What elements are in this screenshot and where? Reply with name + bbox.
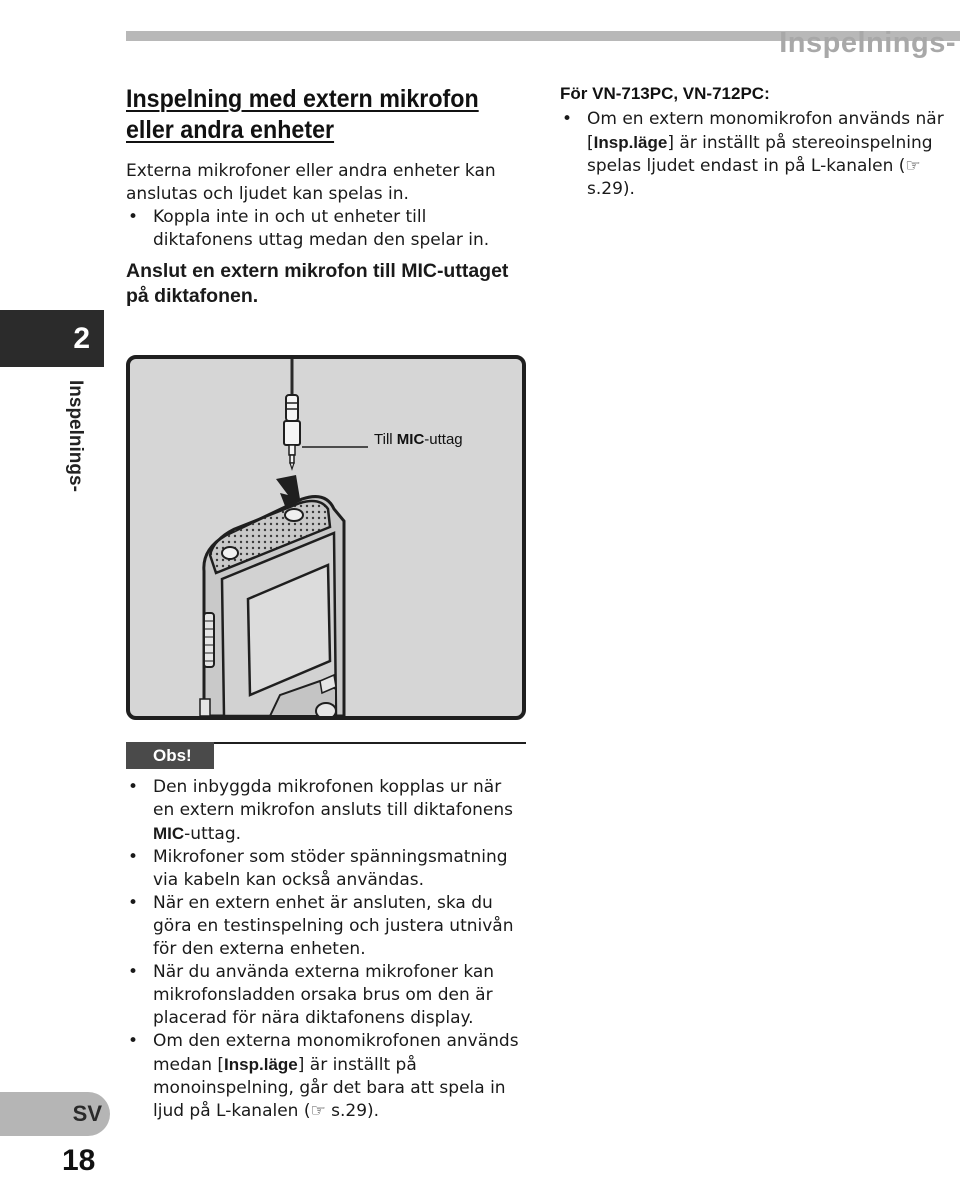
section-title <box>126 84 498 146</box>
list-item: • Mikrofoner som stöder spänningsmatning via kabeln kan också användas. <box>126 846 526 892</box>
callout-label <box>374 431 463 448</box>
obs-list <box>126 776 526 1123</box>
callout-text-bold: MIC <box>396 431 425 448</box>
recorder-drawing <box>130 359 522 716</box>
illustration-recorder-mic <box>126 355 526 720</box>
model-note-heading: För VN-713PC, VN-712PC: <box>560 84 770 103</box>
obs-item-1-post: -uttag. <box>184 824 242 844</box>
note-text-pre: Om en extern monomikrofon används när [ <box>587 109 944 153</box>
model-note-body <box>560 108 952 201</box>
section-title-line-1: Inspelning med extern mikrofon <box>126 85 479 113</box>
intro-bullets <box>126 206 526 252</box>
callout-text-pre: Till <box>374 431 397 448</box>
callout-text-post: -uttag <box>424 431 463 448</box>
note-text-bold: Insp.läge <box>593 133 668 152</box>
obs-item-5-pre: Om den externa monomikrofonen används medan [ <box>153 1031 519 1075</box>
list-item <box>126 1030 526 1123</box>
chapter-number: 2 <box>73 321 90 355</box>
obs-item-1-bold: MIC <box>153 824 185 843</box>
chapter-tab <box>0 310 104 367</box>
voice-recorder-device <box>200 497 344 716</box>
list-item <box>560 108 952 201</box>
intro-text: Externa mikrofoner eller andra enheter kan anslutas och ljudet kan spelas in. <box>126 161 496 204</box>
list-item: • När en extern enhet är ansluten, ska du göra en testinspelning och justera utnivån för den externa enheten. <box>126 892 526 961</box>
model-note-bullets <box>560 108 952 201</box>
section-title-line-2: eller andra enheter <box>126 116 335 144</box>
obs-item-5-bold: Insp.läge <box>224 1055 298 1074</box>
header-bar <box>126 27 960 59</box>
mic-plug-icon <box>284 395 300 469</box>
step-instruction: Anslut en extern mikrofon till MIC-uttaget på diktafonen. <box>126 260 509 307</box>
note-text-post: ] är inställt på stereoinspelning spelas ljudet endast in på L-kanalen (☞ s.29). <box>587 133 933 199</box>
chapter-label: Inspelnings- <box>65 380 86 492</box>
header-title: Inspelnings- <box>779 27 956 59</box>
list-item: • När du använda externa mikrofoner kan mikrofonsladden orsaka brus om den är placerad för nära diktafonens display. <box>126 961 526 1030</box>
obs-bullets <box>126 776 526 1123</box>
obs-item-5-post: ] är inställt på monoinspelning, går det bara att spela in ljud på L-kanalen (☞ s.29). <box>153 1055 506 1121</box>
list-item <box>126 776 526 846</box>
obs-badge: Obs! <box>126 742 214 769</box>
intro-block <box>126 160 526 252</box>
list-item: • Koppla inte in och ut enheter till diktafonens uttag medan den spelar in. <box>126 206 526 252</box>
language-badge: SV <box>0 1092 110 1136</box>
page-number: 18 <box>62 1144 96 1177</box>
obs-item-1-pre: Den inbyggda mikrofonen kopplas ur när en extern mikrofon ansluts till diktafonens <box>153 777 513 820</box>
